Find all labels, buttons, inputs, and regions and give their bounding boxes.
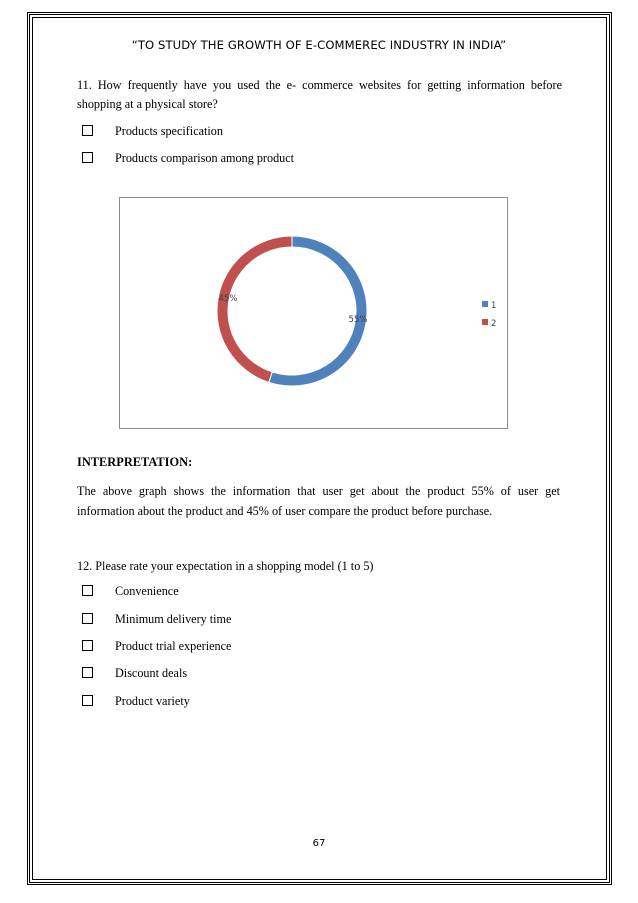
page-number: 67 xyxy=(312,838,326,849)
legend-label-2: 2 xyxy=(491,319,497,329)
doughnut-chart xyxy=(119,197,508,429)
doughnut-slice-1 xyxy=(269,236,367,386)
q12-option xyxy=(82,693,190,709)
checkbox-icon[interactable] xyxy=(82,585,93,596)
q11-option xyxy=(82,123,223,139)
q12-option xyxy=(82,665,187,681)
legend-label-1: 1 xyxy=(491,301,497,311)
checkbox-icon[interactable] xyxy=(82,613,93,624)
interpretation-text: The above graph shows the information that user get about the product 55% of user get information about the product and 45% of user compare the product before purchase. xyxy=(77,484,560,518)
question-12: 12. Please rate your expectation in a shopping model (1 to 5) xyxy=(77,559,374,573)
q12-option-label: Product trial experience xyxy=(115,639,232,653)
checkbox-icon[interactable] xyxy=(82,695,93,706)
q11-option xyxy=(82,150,294,166)
q12-option-label: Minimum delivery time xyxy=(115,612,232,626)
q12-option xyxy=(82,583,179,599)
q12-option-label: Discount deals xyxy=(115,666,188,680)
chart-svg xyxy=(120,198,509,430)
page-border-inner xyxy=(32,17,607,880)
checkbox-icon[interactable] xyxy=(82,125,93,136)
page-header: “TO STUDY THE GROWTH OF E-COMMEREC INDUSTRY IN INDIA” xyxy=(131,38,507,52)
data-label-1: 55% xyxy=(348,315,368,325)
checkbox-icon[interactable] xyxy=(82,640,93,651)
data-label-2: 45% xyxy=(218,294,238,304)
question-11: 11. How frequently have you used the e- commerce websites for getting information before shopping at a physical store? xyxy=(77,78,562,111)
checkbox-icon[interactable] xyxy=(82,667,93,678)
q12-option-label: Convenience xyxy=(115,584,179,598)
checkbox-icon[interactable] xyxy=(82,152,93,163)
interpretation-title: INTERPRETATION: xyxy=(77,455,193,469)
q12-option xyxy=(82,611,231,627)
legend-swatch-1 xyxy=(482,301,488,307)
q11-option-label: Products specification xyxy=(115,124,223,138)
q12-option-label: Product variety xyxy=(115,694,190,708)
legend-swatch-2 xyxy=(482,319,488,325)
doughnut-slice-2 xyxy=(217,236,292,382)
q12-option xyxy=(82,638,231,654)
q11-option-label: Products comparison among product xyxy=(115,151,295,165)
